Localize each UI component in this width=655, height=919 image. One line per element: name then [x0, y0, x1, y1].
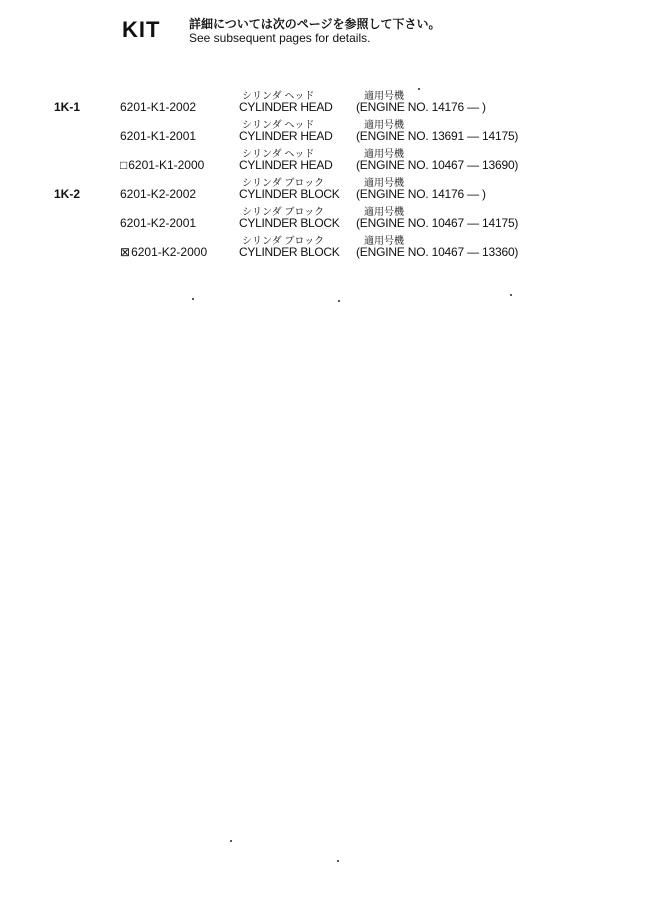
part-name-english: CYLINDER HEAD [239, 129, 333, 143]
note-english: See subsequent pages for details. [189, 31, 371, 45]
scan-speck [337, 860, 339, 862]
applicability-serial-range: (ENGINE NO. 14176 — ) [356, 187, 486, 201]
applicability-japanese: 適用号機 [364, 120, 404, 131]
square-mark-icon: □ [120, 158, 128, 172]
scan-speck [510, 294, 512, 296]
table-row [0, 87, 655, 116]
part-name-english: CYLINDER HEAD [239, 158, 333, 172]
page-title: KIT [122, 17, 161, 42]
part-number: 6201-K1-2002 [120, 100, 197, 114]
part-name-japanese: シリンダ ヘッド [242, 120, 315, 131]
applicability-japanese: 適用号機 [364, 91, 404, 102]
group-label-1k-1: 1K-1 [54, 100, 81, 114]
applicability-serial-range: (ENGINE NO. 14176 — ) [356, 100, 486, 114]
part-number-cell [120, 245, 207, 259]
applicability-japanese: 適用号機 [364, 207, 404, 218]
applicability-japanese: 適用号機 [364, 236, 404, 247]
part-number: 6201-K1-2001 [120, 129, 197, 143]
part-number: 6201-K2-2001 [120, 216, 197, 230]
part-number-cell [120, 158, 204, 172]
part-name-japanese: シリンダ ヘッド [242, 149, 315, 160]
part-number: 6201-K2-2000 [131, 245, 208, 259]
applicability-japanese: 適用号機 [364, 149, 404, 160]
crossed-square-mark-icon: ⊠ [120, 245, 131, 259]
applicability-japanese: 適用号機 [364, 178, 404, 189]
table-row [0, 116, 655, 145]
part-name-english: CYLINDER BLOCK [239, 187, 340, 201]
scan-speck [338, 300, 340, 302]
part-number: 6201-K1-2000 [128, 158, 205, 172]
part-name-japanese: シリンダ ブロック [242, 236, 325, 247]
part-name-english: CYLINDER BLOCK [239, 216, 340, 230]
applicability-serial-range: (ENGINE NO. 10467 — 13360) [356, 245, 519, 259]
scan-speck [230, 840, 232, 842]
scan-speck [192, 298, 194, 300]
scan-speck [418, 88, 420, 90]
applicability-serial-range: (ENGINE NO. 10467 — 14175) [356, 216, 519, 230]
table-row [0, 232, 655, 261]
table-row [0, 145, 655, 174]
table-row [0, 174, 655, 203]
applicability-serial-range: (ENGINE NO. 10467 — 13690) [356, 158, 519, 172]
applicability-serial-range: (ENGINE NO. 13691 — 14175) [356, 129, 519, 143]
note-japanese: 詳細については次のページを参照して下さい。 [189, 17, 441, 31]
part-name-japanese: シリンダ ブロック [242, 178, 325, 189]
part-name-english: CYLINDER HEAD [239, 100, 333, 114]
group-label-1k-2: 1K-2 [54, 187, 81, 201]
table-row [0, 203, 655, 232]
part-name-japanese: シリンダ ヘッド [242, 91, 315, 102]
part-name-english: CYLINDER BLOCK [239, 245, 340, 259]
part-number: 6201-K2-2002 [120, 187, 197, 201]
part-name-japanese: シリンダ ブロック [242, 207, 325, 218]
